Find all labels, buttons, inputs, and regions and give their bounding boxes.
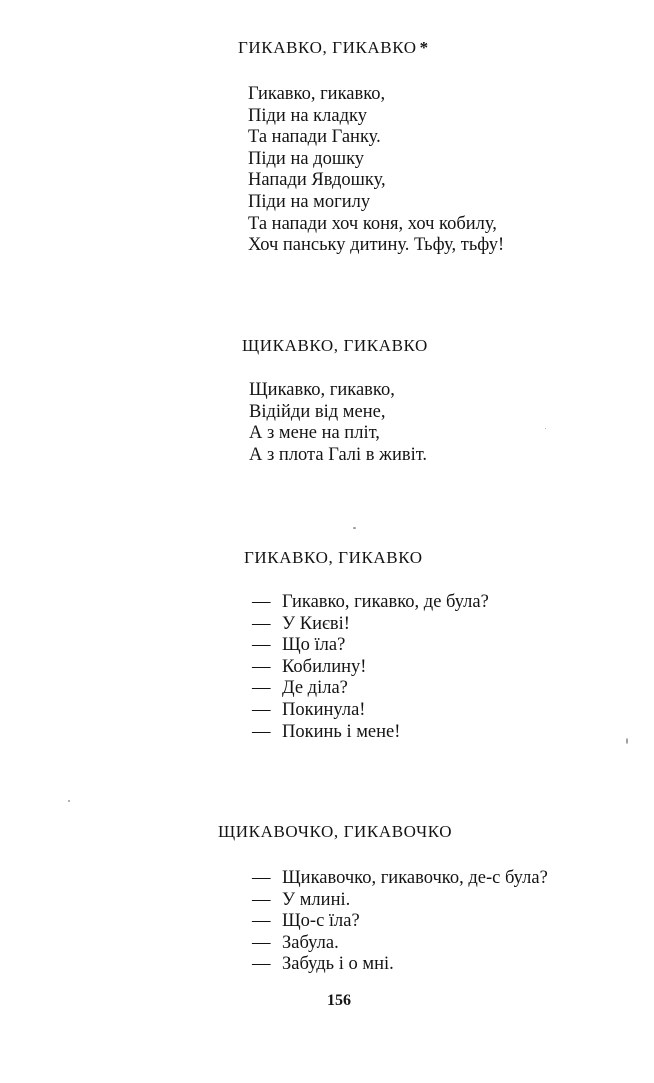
scan-speck [68, 800, 70, 802]
scan-speck [545, 428, 546, 429]
poem-line: Гикавко, гикавко, [248, 84, 386, 104]
poem-4 [252, 868, 548, 976]
scan-speck [353, 527, 356, 529]
section-title-4 [218, 822, 452, 842]
poem-line: Напади Явдошку, [248, 170, 386, 191]
dialog-line: — Де діла? [252, 678, 489, 700]
poem-line: Піди на кладку [248, 105, 367, 126]
scan-speck [626, 738, 628, 744]
dialog-line: — Кобилину! [252, 657, 489, 679]
section-title-text: ГИКАВКО, ГИКАВКО [244, 548, 423, 567]
section-title-1 [238, 38, 429, 58]
poem-line: А з мене на пліт, [249, 423, 380, 444]
footnote-mark: * [419, 38, 429, 57]
dialog-line: — Що їла? [252, 635, 489, 657]
poem-2 [249, 380, 427, 466]
dialog-line: — Що-с їла? [252, 911, 548, 933]
section-title-text: ЩИКАВКО, ГИКАВКО [242, 336, 428, 355]
poem-line: Щикавко, гикавко, [249, 380, 395, 400]
poem-1 [248, 84, 504, 257]
poem-3 [252, 592, 489, 743]
section-title-text: ГИКАВКО, ГИКАВКО [238, 38, 417, 57]
section-title-2 [242, 336, 428, 356]
poem-line: Піди на могилу [248, 191, 371, 212]
poem-line: Піди на дошку [248, 148, 365, 169]
poem-line: Відійди від мене, [249, 401, 386, 422]
dialog-line: — Покинь і мене! [252, 722, 489, 744]
dialog-line: — У млині. [252, 890, 548, 912]
poem-line: А з плота Галі в живіт. [249, 444, 428, 465]
dialog-line: — Гикавко, гикавко, де була? [252, 592, 489, 614]
dialog-line: — Покинула! [252, 700, 489, 722]
dialog-line: — Забудь і о мні. [252, 954, 548, 976]
poem-line: Хоч панську дитину. Тьфу, тьфу! [248, 235, 505, 256]
dialog-line: — У Києві! [252, 614, 489, 636]
page-number: 156 [327, 992, 351, 1009]
dialog-line: — Забула. [252, 933, 548, 955]
section-title-text: ЩИКАВОЧКО, ГИКАВОЧКО [218, 822, 453, 841]
dialog-line: — Щикавочко, гикавочко, де-с була? [252, 868, 548, 890]
section-title-3 [244, 548, 423, 568]
poem-line: Та напади хоч коня, хоч кобилу, [248, 213, 497, 234]
poem-line: Та напади Ганку. [248, 127, 381, 148]
